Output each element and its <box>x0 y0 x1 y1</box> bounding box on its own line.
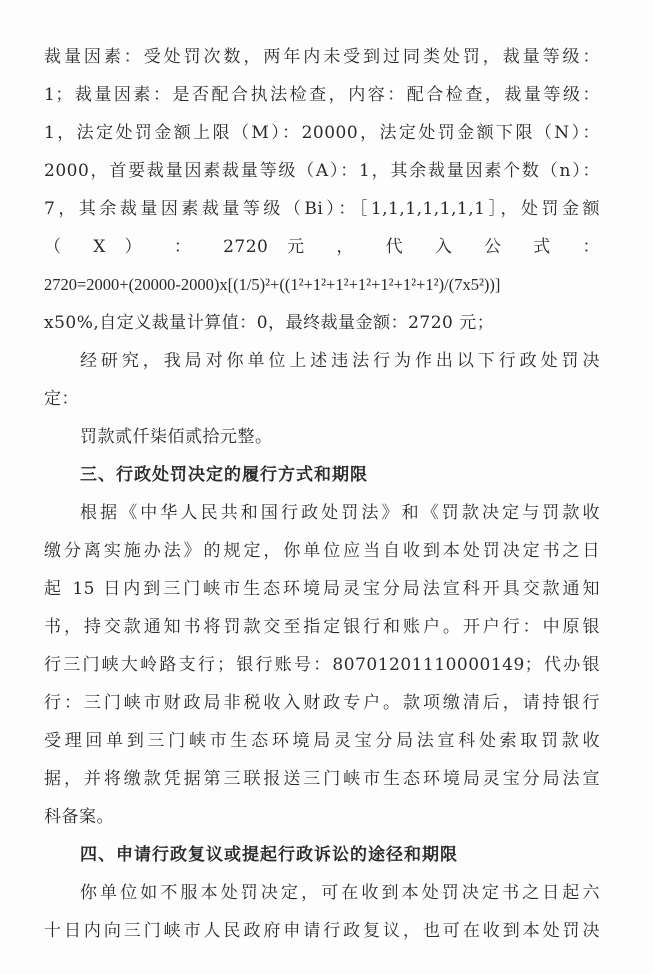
text-line: 根据《中华人民共和国行政处罚法》和《罚款决定与罚款收 <box>80 503 600 523</box>
section-heading-3: 三、行政处罚决定的履行方式和期限 <box>80 465 368 485</box>
text-line: 科备案。 <box>44 807 114 827</box>
section-heading-4: 四、申请行政复议或提起行政诉讼的途径和期限 <box>80 845 458 865</box>
text-line: 罚款贰仟柒佰贰拾元整。 <box>80 427 273 447</box>
text-line: 1，法定处罚金额上限（M）：20000，法定处罚金额下限（N）： <box>44 123 600 143</box>
text-line: 受理回单到三门峡市生态环境局灵宝分局法宣科处索取罚款收 <box>44 731 600 751</box>
text-line: 裁量因素：受处罚次数，两年内未受到过同类处罚，裁量等级： <box>44 47 600 67</box>
text-line: x50%,自定义裁量计算值：0，最终裁量金额：2720 元； <box>44 313 495 333</box>
text-line: 7，其余裁量因素裁量等级（Bi）：［1,1,1,1,1,1,1］，处罚金额 <box>44 199 600 219</box>
text-line: 行三门峡大岭路支行；银行账号：80701201110000149；代办银 <box>44 655 600 675</box>
text-line: 书，持交款通知书将罚款交至指定银行和账户。开户行：中原银 <box>44 617 600 637</box>
text-line: 1；裁量因素：是否配合执法检查，内容：配合检查，裁量等级： <box>44 85 600 105</box>
text-line: 你单位如不服本处罚决定，可在收到本处罚决定书之日起六 <box>80 883 600 903</box>
text-line: 2000，首要裁量因素裁量等级（A）：1，其余裁量因素个数（n）： <box>44 161 600 181</box>
formula-line: 2720=2000+(20000-2000)x[(1/5)²+((1²+1²+1²+1²+1²+1²+1²)/(7x5²))] <box>44 275 501 294</box>
text-line: 行：三门峡市财政局非税收入财政专户。款项缴清后，请持银行 <box>44 693 600 713</box>
text-line: 十日内向三门峡市人民政府申请行政复议，也可在收到本处罚决 <box>44 921 600 941</box>
text-line: 起 15 日内到三门峡市生态环境局灵宝分局法宣科开具交款通知 <box>44 579 600 599</box>
text-line: 缴分离实施办法》的规定，你单位应当自收到本处罚决定书之日 <box>44 541 600 561</box>
text-line: 经研究，我局对你单位上述违法行为作出以下行政处罚决 <box>80 351 600 371</box>
text-line: 据，并将缴款凭据第三联报送三门峡市生态环境局灵宝分局法宣 <box>44 769 600 789</box>
text-line: 定： <box>44 389 79 409</box>
text-line: （ X ） ： 2720 元 ， 代 入 公 式 ： <box>44 237 600 257</box>
